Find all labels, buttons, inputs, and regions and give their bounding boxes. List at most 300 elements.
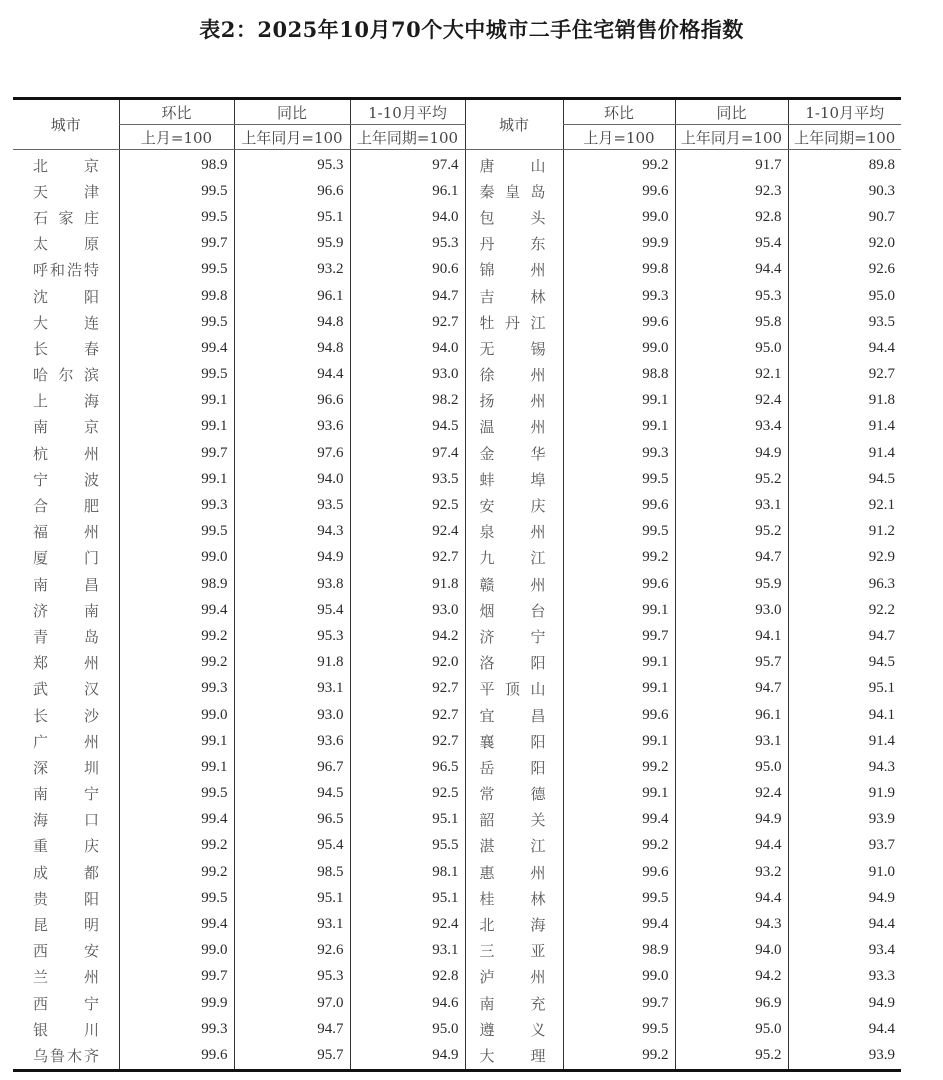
city-name: 南 宁 — [33, 787, 99, 804]
mom-cell: 99.4 — [119, 335, 234, 361]
city-cell — [13, 571, 119, 597]
mom-cell: 99.2 — [119, 833, 234, 859]
avg-cell: 98.1 — [350, 859, 465, 885]
table-row — [13, 990, 901, 1016]
table-row — [13, 807, 901, 833]
mom-cell: 99.0 — [119, 545, 234, 571]
yoy-cell: 95.8 — [675, 309, 788, 335]
city-name: 南 京 — [33, 420, 99, 437]
header-avg-base-left: 上年同期=100 — [350, 125, 465, 150]
yoy-cell: 93.8 — [234, 571, 350, 597]
header-yoy-left: 同比 — [234, 99, 350, 125]
yoy-cell: 96.1 — [675, 702, 788, 728]
mom-cell: 99.1 — [119, 728, 234, 754]
yoy-cell: 93.5 — [234, 492, 350, 518]
mom-cell: 99.5 — [563, 519, 675, 545]
mom-cell: 99.3 — [119, 676, 234, 702]
mom-cell: 99.0 — [563, 204, 675, 230]
mom-cell: 99.5 — [119, 309, 234, 335]
avg-cell: 93.5 — [788, 309, 901, 335]
table-row — [13, 938, 901, 964]
avg-cell: 98.2 — [350, 388, 465, 414]
city-cell — [13, 807, 119, 833]
mom-cell: 98.9 — [119, 150, 234, 179]
avg-cell: 92.5 — [350, 492, 465, 518]
city-name: 韶 关 — [479, 813, 546, 830]
header-mom-right: 环比 — [563, 99, 675, 125]
avg-cell: 94.7 — [788, 623, 901, 649]
mom-cell: 99.1 — [119, 466, 234, 492]
avg-cell: 91.0 — [788, 859, 901, 885]
avg-cell: 92.8 — [350, 964, 465, 990]
mom-cell: 99.9 — [563, 231, 675, 257]
table-body — [13, 150, 901, 1071]
city-name: 秦 皇 岛 — [479, 184, 546, 201]
city-name: 赣 州 — [479, 577, 546, 594]
yoy-cell: 92.6 — [234, 938, 350, 964]
yoy-cell: 95.1 — [234, 204, 350, 230]
mom-cell: 99.4 — [563, 911, 675, 937]
table-row — [13, 650, 901, 676]
table-row — [13, 911, 901, 937]
city-cell — [13, 1016, 119, 1042]
header-yoy-right: 同比 — [675, 99, 788, 125]
city-cell — [13, 911, 119, 937]
avg-cell: 97.4 — [350, 150, 465, 179]
table-row — [13, 781, 901, 807]
avg-cell: 95.1 — [350, 885, 465, 911]
mom-cell: 99.5 — [119, 519, 234, 545]
avg-cell: 95.1 — [350, 807, 465, 833]
avg-cell: 92.7 — [788, 362, 901, 388]
table-row — [13, 335, 901, 361]
avg-cell: 93.0 — [350, 362, 465, 388]
yoy-cell: 94.7 — [675, 676, 788, 702]
header-yoy-base-left: 上年同月=100 — [234, 125, 350, 150]
table-row — [13, 676, 901, 702]
city-cell — [465, 702, 563, 728]
city-cell — [465, 571, 563, 597]
city-cell — [13, 335, 119, 361]
city-name: 武 汉 — [33, 682, 99, 699]
city-cell — [13, 545, 119, 571]
mom-cell: 99.5 — [119, 257, 234, 283]
mom-cell: 99.1 — [563, 728, 675, 754]
table-row — [13, 283, 901, 309]
yoy-cell: 95.2 — [675, 466, 788, 492]
city-name: 银 川 — [33, 1022, 99, 1039]
city-cell — [465, 440, 563, 466]
mom-cell: 99.9 — [119, 990, 234, 1016]
mom-cell: 99.6 — [563, 309, 675, 335]
city-name: 温 州 — [479, 420, 546, 437]
city-name: 三 亚 — [479, 944, 546, 961]
city-name: 杭 州 — [33, 446, 99, 463]
city-cell — [13, 859, 119, 885]
mom-cell: 99.1 — [563, 676, 675, 702]
city-cell — [465, 414, 563, 440]
yoy-cell: 96.7 — [234, 754, 350, 780]
city-name: 西 宁 — [33, 996, 99, 1013]
table-row — [13, 309, 901, 335]
mom-cell: 99.1 — [563, 414, 675, 440]
city-cell — [465, 623, 563, 649]
avg-cell: 94.4 — [788, 335, 901, 361]
city-name: 徐 州 — [479, 368, 546, 385]
table-row — [13, 728, 901, 754]
city-cell — [13, 833, 119, 859]
avg-cell: 94.9 — [788, 885, 901, 911]
mom-cell: 99.2 — [119, 623, 234, 649]
mom-cell: 99.8 — [563, 257, 675, 283]
avg-cell: 94.9 — [788, 990, 901, 1016]
city-name: 南 昌 — [33, 577, 99, 594]
city-cell — [13, 650, 119, 676]
avg-cell: 90.7 — [788, 204, 901, 230]
city-name: 洛 阳 — [479, 656, 546, 673]
city-name: 常 德 — [479, 787, 546, 804]
city-name: 石 家 庄 — [33, 210, 99, 227]
yoy-cell: 96.6 — [234, 388, 350, 414]
mom-cell: 99.1 — [563, 781, 675, 807]
city-cell — [465, 178, 563, 204]
city-name: 郑 州 — [33, 656, 99, 673]
city-name: 西 安 — [33, 944, 99, 961]
city-cell — [465, 964, 563, 990]
mom-cell: 99.4 — [119, 807, 234, 833]
city-cell — [465, 466, 563, 492]
avg-cell: 93.1 — [350, 938, 465, 964]
city-cell — [13, 938, 119, 964]
yoy-cell: 94.9 — [234, 545, 350, 571]
city-name: 九 江 — [479, 551, 546, 568]
table-row — [13, 231, 901, 257]
avg-cell: 91.4 — [788, 414, 901, 440]
yoy-cell: 95.4 — [234, 597, 350, 623]
table-row — [13, 702, 901, 728]
city-name: 天 津 — [33, 184, 99, 201]
yoy-cell: 95.2 — [675, 1042, 788, 1070]
city-name: 成 都 — [33, 865, 99, 882]
header-mom-base-right: 上月=100 — [563, 125, 675, 150]
mom-cell: 99.2 — [119, 650, 234, 676]
city-cell — [465, 492, 563, 518]
avg-cell: 96.5 — [350, 754, 465, 780]
yoy-cell: 93.2 — [675, 859, 788, 885]
avg-cell: 94.5 — [350, 414, 465, 440]
mom-cell: 99.1 — [563, 650, 675, 676]
avg-cell: 90.6 — [350, 257, 465, 283]
yoy-cell: 94.4 — [675, 833, 788, 859]
city-cell — [13, 519, 119, 545]
city-cell — [465, 833, 563, 859]
yoy-cell: 94.8 — [234, 335, 350, 361]
city-cell — [465, 859, 563, 885]
yoy-cell: 94.3 — [234, 519, 350, 545]
yoy-cell: 94.3 — [675, 911, 788, 937]
city-name: 宁 波 — [33, 472, 99, 489]
avg-cell: 93.7 — [788, 833, 901, 859]
mom-cell: 99.5 — [119, 781, 234, 807]
city-cell — [13, 1042, 119, 1070]
mom-cell: 99.8 — [119, 283, 234, 309]
city-name: 包 头 — [479, 210, 546, 227]
mom-cell: 99.5 — [119, 178, 234, 204]
avg-cell: 96.1 — [350, 178, 465, 204]
table-row — [13, 388, 901, 414]
city-cell — [13, 231, 119, 257]
yoy-cell: 93.2 — [234, 257, 350, 283]
city-cell — [13, 597, 119, 623]
yoy-cell: 95.9 — [234, 231, 350, 257]
city-name: 呼 和 浩 特 — [33, 263, 99, 280]
city-name: 吉 林 — [479, 289, 546, 306]
header-avg-base-right: 上年同期=100 — [788, 125, 901, 150]
avg-cell: 95.1 — [788, 676, 901, 702]
avg-cell: 94.7 — [350, 283, 465, 309]
city-name: 惠 州 — [479, 865, 546, 882]
avg-cell: 92.7 — [350, 676, 465, 702]
mom-cell: 99.2 — [563, 545, 675, 571]
table-row — [13, 571, 901, 597]
avg-cell: 91.8 — [788, 388, 901, 414]
avg-cell: 91.8 — [350, 571, 465, 597]
mom-cell: 98.9 — [563, 938, 675, 964]
avg-cell: 92.0 — [788, 231, 901, 257]
yoy-cell: 96.9 — [675, 990, 788, 1016]
avg-cell: 93.5 — [350, 466, 465, 492]
yoy-cell: 95.3 — [234, 150, 350, 179]
yoy-cell: 94.1 — [675, 623, 788, 649]
avg-cell: 92.4 — [350, 911, 465, 937]
mom-cell: 99.0 — [563, 964, 675, 990]
table-row — [13, 362, 901, 388]
city-cell — [13, 204, 119, 230]
yoy-cell: 98.5 — [234, 859, 350, 885]
city-cell — [13, 362, 119, 388]
yoy-cell: 95.7 — [234, 1042, 350, 1070]
mom-cell: 99.7 — [563, 623, 675, 649]
table-row — [13, 964, 901, 990]
city-cell — [465, 545, 563, 571]
mom-cell: 99.6 — [563, 571, 675, 597]
mom-cell: 99.4 — [119, 911, 234, 937]
city-name: 蚌 埠 — [479, 472, 546, 489]
mom-cell: 99.7 — [119, 231, 234, 257]
table-row — [13, 754, 901, 780]
table-row — [13, 545, 901, 571]
mom-cell: 99.6 — [119, 1042, 234, 1070]
avg-cell: 92.7 — [350, 728, 465, 754]
mom-cell: 98.8 — [563, 362, 675, 388]
header-avg-left: 1-10月平均 — [350, 99, 465, 125]
city-name: 桂 林 — [479, 891, 546, 908]
yoy-cell: 95.0 — [675, 335, 788, 361]
city-name: 泸 州 — [479, 970, 546, 987]
table-row — [13, 519, 901, 545]
city-cell — [465, 676, 563, 702]
city-name: 北 海 — [479, 918, 546, 935]
city-name: 宜 昌 — [479, 708, 546, 725]
city-name: 重 庆 — [33, 839, 99, 856]
city-name: 哈 尔 滨 — [33, 368, 99, 385]
avg-cell: 93.4 — [788, 938, 901, 964]
city-cell — [465, 781, 563, 807]
avg-cell: 94.2 — [350, 623, 465, 649]
city-cell — [465, 885, 563, 911]
table-row — [13, 466, 901, 492]
city-cell — [13, 466, 119, 492]
city-cell — [465, 231, 563, 257]
mom-cell: 99.2 — [119, 859, 234, 885]
city-cell — [465, 309, 563, 335]
city-name: 广 州 — [33, 734, 99, 751]
avg-cell: 92.5 — [350, 781, 465, 807]
avg-cell: 92.9 — [788, 545, 901, 571]
table-row — [13, 623, 901, 649]
yoy-cell: 92.1 — [675, 362, 788, 388]
table-row — [13, 414, 901, 440]
city-name: 平 顶 山 — [479, 682, 546, 699]
avg-cell: 92.0 — [350, 650, 465, 676]
yoy-cell: 94.0 — [234, 466, 350, 492]
city-name: 深 圳 — [33, 760, 99, 777]
yoy-cell: 94.4 — [675, 257, 788, 283]
mom-cell: 99.4 — [119, 597, 234, 623]
city-cell — [465, 754, 563, 780]
city-name: 金 华 — [479, 446, 546, 463]
mom-cell: 99.5 — [119, 362, 234, 388]
header-mom-left: 环比 — [119, 99, 234, 125]
mom-cell: 99.7 — [119, 964, 234, 990]
yoy-cell: 93.1 — [234, 676, 350, 702]
yoy-cell: 92.4 — [675, 388, 788, 414]
city-name: 大 连 — [33, 315, 99, 332]
table-row — [13, 440, 901, 466]
city-cell — [465, 1016, 563, 1042]
city-name: 贵 阳 — [33, 891, 99, 908]
yoy-cell: 91.7 — [675, 150, 788, 179]
mom-cell: 99.5 — [119, 885, 234, 911]
mom-cell: 99.3 — [563, 440, 675, 466]
city-name: 烟 台 — [479, 603, 546, 620]
avg-cell: 94.4 — [788, 1016, 901, 1042]
mom-cell: 99.1 — [563, 388, 675, 414]
avg-cell: 94.5 — [788, 466, 901, 492]
mom-cell: 99.1 — [119, 754, 234, 780]
avg-cell: 92.1 — [788, 492, 901, 518]
mom-cell: 99.2 — [563, 833, 675, 859]
mom-cell: 99.6 — [563, 859, 675, 885]
yoy-cell: 93.1 — [234, 911, 350, 937]
yoy-cell: 97.0 — [234, 990, 350, 1016]
city-cell — [465, 335, 563, 361]
avg-cell: 91.4 — [788, 728, 901, 754]
mom-cell: 99.1 — [563, 597, 675, 623]
city-name: 福 州 — [33, 525, 99, 542]
avg-cell: 92.7 — [350, 309, 465, 335]
avg-cell: 94.5 — [788, 650, 901, 676]
avg-cell: 89.8 — [788, 150, 901, 179]
city-name: 泉 州 — [479, 525, 546, 542]
yoy-cell: 95.9 — [675, 571, 788, 597]
city-cell — [13, 754, 119, 780]
city-cell — [465, 150, 563, 179]
city-name: 大 理 — [479, 1048, 546, 1065]
avg-cell: 91.4 — [788, 440, 901, 466]
mom-cell: 99.3 — [119, 492, 234, 518]
mom-cell: 99.5 — [563, 885, 675, 911]
yoy-cell: 94.0 — [675, 938, 788, 964]
yoy-cell: 92.8 — [675, 204, 788, 230]
avg-cell: 92.2 — [788, 597, 901, 623]
yoy-cell: 94.8 — [234, 309, 350, 335]
city-name: 岳 阳 — [479, 760, 546, 777]
mom-cell: 99.5 — [119, 204, 234, 230]
header-mom-base-left: 上月=100 — [119, 125, 234, 150]
city-name: 湛 江 — [479, 839, 546, 856]
avg-cell: 93.3 — [788, 964, 901, 990]
city-cell — [13, 623, 119, 649]
table-row — [13, 178, 901, 204]
yoy-cell: 97.6 — [234, 440, 350, 466]
avg-cell: 95.0 — [788, 283, 901, 309]
city-cell — [13, 388, 119, 414]
avg-cell: 95.0 — [350, 1016, 465, 1042]
city-cell — [13, 309, 119, 335]
city-name: 济 南 — [33, 603, 99, 620]
yoy-cell: 94.4 — [675, 885, 788, 911]
header-city-right: 城市 — [465, 99, 563, 150]
price-index-table — [13, 97, 901, 1072]
mom-cell: 99.0 — [563, 335, 675, 361]
yoy-cell: 95.3 — [234, 623, 350, 649]
avg-cell: 95.5 — [350, 833, 465, 859]
page-title: 表2：2025年10月70个大中城市二手住宅销售价格指数 — [199, 17, 744, 42]
table-row — [13, 859, 901, 885]
avg-cell: 92.4 — [350, 519, 465, 545]
yoy-cell: 95.7 — [675, 650, 788, 676]
yoy-cell: 94.4 — [234, 362, 350, 388]
avg-cell: 93.0 — [350, 597, 465, 623]
table-row — [13, 885, 901, 911]
mom-cell: 99.0 — [119, 702, 234, 728]
avg-cell: 97.4 — [350, 440, 465, 466]
avg-cell: 91.9 — [788, 781, 901, 807]
city-name: 无 锡 — [479, 341, 546, 358]
city-cell — [465, 257, 563, 283]
city-cell — [13, 728, 119, 754]
header-avg-right: 1-10月平均 — [788, 99, 901, 125]
yoy-cell: 94.7 — [675, 545, 788, 571]
table-row — [13, 492, 901, 518]
city-name: 扬 州 — [479, 394, 546, 411]
city-cell — [13, 414, 119, 440]
yoy-cell: 96.1 — [234, 283, 350, 309]
yoy-cell: 94.9 — [675, 807, 788, 833]
yoy-cell: 96.6 — [234, 178, 350, 204]
city-name: 唐 山 — [479, 158, 546, 175]
table-row — [13, 150, 901, 179]
yoy-cell: 96.5 — [234, 807, 350, 833]
yoy-cell: 93.0 — [234, 702, 350, 728]
city-name: 长 沙 — [33, 708, 99, 725]
city-name: 遵 义 — [479, 1022, 546, 1039]
avg-cell: 94.3 — [788, 754, 901, 780]
city-cell — [465, 650, 563, 676]
table-row — [13, 1016, 901, 1042]
city-name: 厦 门 — [33, 551, 99, 568]
